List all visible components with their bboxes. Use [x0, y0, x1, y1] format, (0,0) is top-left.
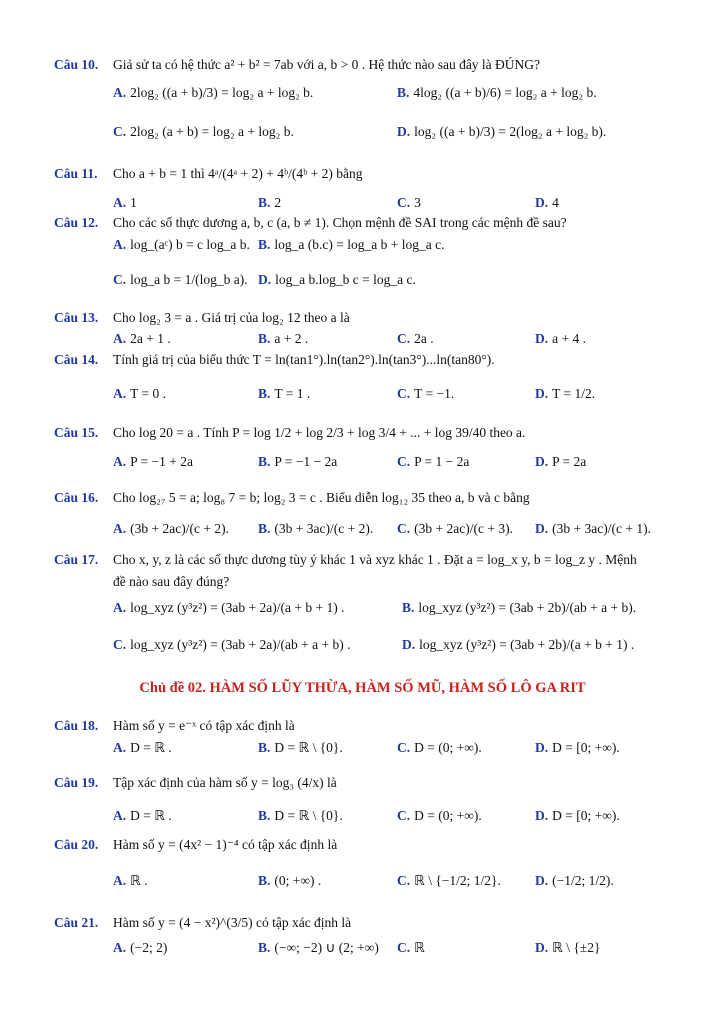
answer-option[interactable] [258, 940, 379, 956]
answer-option[interactable] [113, 600, 344, 616]
option-text: (3b + 3ac)/(c + 2). [274, 521, 374, 536]
option-text: (3b + 3ac)/(c + 1). [552, 521, 651, 536]
option-text: 1 [130, 195, 137, 210]
answer-option[interactable] [535, 386, 595, 402]
answer-option[interactable] [113, 237, 250, 253]
option-label: A. [113, 808, 127, 823]
answer-option[interactable] [113, 521, 229, 537]
option-text: 2log₂ (a + b) = log₂ a + log₂ b. [130, 124, 294, 139]
option-text: P = −1 + 2a [130, 454, 193, 469]
option-label: B. [258, 454, 271, 469]
answer-option[interactable] [113, 386, 166, 402]
option-text: 2a . [414, 331, 434, 346]
answer-option[interactable] [258, 808, 343, 824]
answer-option[interactable] [258, 237, 444, 253]
answer-option[interactable] [113, 272, 248, 288]
option-label: D. [535, 195, 549, 210]
option-label: C. [397, 195, 411, 210]
question-stem: Cho log₂₇ 5 = a; log₈ 7 = b; log₂ 3 = c . Biểu diễn log₁₂ 35 theo a, b và c bằng [113, 490, 530, 505]
option-text: ℝ . [130, 873, 148, 888]
option-text: (−1/2; 1/2). [552, 873, 614, 888]
option-text: 2log₂ ((a + b)/3) = log₂ a + log₂ b. [130, 85, 314, 100]
answer-option[interactable] [535, 740, 620, 756]
answer-option[interactable] [113, 124, 294, 140]
option-label: B. [258, 521, 271, 536]
answer-option[interactable] [258, 386, 310, 402]
option-label: A. [113, 195, 127, 210]
option-label: A. [113, 740, 127, 755]
option-label: D. [535, 808, 549, 823]
option-text: (0; +∞) . [274, 873, 322, 888]
answer-option[interactable] [113, 454, 193, 470]
option-text: log_(aᶜ) b = c log_a b. [130, 237, 250, 252]
answer-option[interactable] [402, 600, 636, 616]
question-number: Câu 12. [54, 215, 99, 230]
option-text: D = ℝ \ {0}. [274, 740, 343, 755]
option-label: A. [113, 237, 127, 252]
answer-option[interactable] [258, 331, 308, 347]
answer-option[interactable] [397, 740, 482, 756]
question-stem: Cho x, y, z là các số thực dương tùy ý khác 1 và xyz khác 1 . Đặt a = log_x y, b = log_z y . Mệnh [113, 552, 637, 567]
option-text: (−2; 2) [130, 940, 168, 955]
answer-option[interactable] [258, 454, 337, 470]
option-text: 2a + 1 . [130, 331, 171, 346]
option-label: C. [113, 637, 127, 652]
option-text: log_xyz (y³z²) = (3ab + 2a)/(a + b + 1) . [130, 600, 345, 615]
option-text: 4 [552, 195, 559, 210]
option-label: B. [258, 237, 271, 252]
option-text: log_a b = 1/(log_b a). [130, 272, 248, 287]
answer-option[interactable] [113, 940, 167, 956]
answer-option[interactable] [258, 272, 416, 288]
option-text: P = −1 − 2a [274, 454, 338, 469]
option-text: P = 2a [552, 454, 587, 469]
answer-option[interactable] [535, 521, 651, 537]
option-text: D = ℝ . [130, 740, 172, 755]
question-stem: Hàm số y = (4x² − 1)⁻⁴ có tập xác định là [113, 837, 338, 852]
answer-option[interactable] [113, 873, 148, 889]
answer-option[interactable] [397, 873, 501, 889]
option-text: a + 2 . [274, 331, 309, 346]
question-number: Câu 21. [54, 915, 99, 930]
option-label: B. [258, 740, 271, 755]
question-number: Câu 10. [54, 57, 99, 72]
option-label: D. [535, 940, 549, 955]
option-label: C. [397, 454, 411, 469]
option-label: B. [258, 940, 271, 955]
answer-option[interactable] [258, 195, 281, 211]
option-label: C. [113, 272, 127, 287]
option-label: D. [402, 637, 416, 652]
option-label: A. [113, 521, 127, 536]
option-text: T = 1/2. [552, 386, 596, 401]
option-label: A. [113, 331, 127, 346]
question-number: Câu 17. [54, 552, 99, 567]
option-label: B. [258, 386, 271, 401]
option-text: log₂ ((a + b)/3) = 2(log₂ a + log₂ b). [414, 124, 607, 139]
answer-option[interactable] [258, 740, 343, 756]
option-text: (−∞; −2) ∪ (2; +∞) [274, 940, 379, 955]
option-label: D. [535, 521, 549, 536]
answer-option[interactable] [397, 808, 482, 824]
question-number: Câu 20. [54, 837, 99, 852]
answer-option[interactable] [397, 454, 469, 470]
option-label: D. [258, 272, 272, 287]
option-text: log_xyz (y³z²) = (3ab + 2a)/(ab + a + b) . [130, 637, 351, 652]
answer-option[interactable] [535, 808, 620, 824]
option-label: D. [535, 331, 549, 346]
answer-option[interactable] [258, 873, 321, 889]
option-text: P = 1 − 2a [414, 454, 470, 469]
option-text: ℝ \ {±2} [552, 940, 601, 955]
answer-option[interactable] [113, 740, 172, 756]
option-label: C. [113, 124, 127, 139]
option-text: log_a b.log_b c = log_a c. [275, 272, 416, 287]
question-stem-continued: đề nào sau đây đúng? [113, 574, 230, 589]
option-label: A. [113, 454, 127, 469]
option-text: D = (0; +∞). [414, 740, 482, 755]
option-label: D. [535, 386, 549, 401]
answer-option[interactable] [113, 85, 313, 101]
option-text: log_a (b.c) = log_a b + log_a c. [274, 237, 445, 252]
question-stem: Hàm số y = (4 − x²)^(3/5) có tập xác định là [113, 915, 352, 930]
option-label: D. [535, 873, 549, 888]
answer-option[interactable] [113, 331, 171, 347]
answer-option[interactable] [535, 195, 559, 211]
option-label: C. [397, 521, 411, 536]
topic-heading: Chủ đề 02. HÀM SỐ LŨY THỪA, HÀM SỐ MŨ, HÀM SỐ LÔ GA RIT [139, 680, 586, 696]
answer-option[interactable] [402, 637, 634, 653]
option-label: C. [397, 331, 411, 346]
option-label: D. [397, 124, 411, 139]
question-stem: Tính giá trị của biểu thức T = ln(tan1°).ln(tan2°).ln(tan3°)...ln(tan80°). [113, 352, 495, 367]
answer-option[interactable] [535, 940, 600, 956]
answer-option[interactable] [113, 808, 172, 824]
question-number: Câu 16. [54, 490, 99, 505]
option-text: (3b + 2ac)/(c + 2). [130, 521, 229, 536]
option-text: D = ℝ \ {0}. [274, 808, 343, 823]
option-text: D = ℝ . [130, 808, 172, 823]
option-label: C. [397, 740, 411, 755]
option-label: D. [535, 454, 549, 469]
answer-option[interactable] [397, 195, 421, 211]
answer-option[interactable] [397, 386, 454, 402]
option-label: A. [113, 873, 127, 888]
option-text: T = 0 . [130, 386, 166, 401]
question-number: Câu 14. [54, 352, 99, 367]
option-text: 3 [414, 195, 421, 210]
option-label: B. [258, 873, 271, 888]
question-stem: Cho a + b = 1 thì 4ᵃ/(4ᵃ + 2) + 4ᵇ/(4ᵇ + 2) bằng [113, 166, 363, 181]
option-label: B. [397, 85, 410, 100]
answer-option[interactable] [258, 521, 373, 537]
question-stem: Cho các số thực dương a, b, c (a, b ≠ 1). Chọn mệnh đề SAI trong các mệnh đề sau? [113, 215, 567, 230]
answer-option[interactable] [397, 940, 425, 956]
option-text: D = [0; +∞). [552, 740, 620, 755]
question-stem: Giả sử ta có hệ thức a² + b² = 7ab với a, b > 0 . Hệ thức nào sau đây là ĐÚNG? [113, 57, 541, 72]
question-number: Câu 19. [54, 775, 99, 790]
option-label: A. [113, 940, 127, 955]
option-label: C. [397, 873, 411, 888]
answer-option[interactable] [113, 195, 137, 211]
option-text: ℝ \ {−1/2; 1/2}. [414, 873, 501, 888]
question-number: Câu 18. [54, 718, 99, 733]
option-text: ℝ [414, 940, 425, 955]
option-text: a + 4 . [552, 331, 586, 346]
question-number: Câu 15. [54, 425, 99, 440]
option-text: T = −1. [414, 386, 455, 401]
answer-option[interactable] [397, 331, 434, 347]
option-text: 2 [274, 195, 282, 210]
option-label: C. [397, 808, 411, 823]
option-label: B. [258, 195, 271, 210]
answer-option[interactable] [113, 637, 350, 653]
option-label: A. [113, 85, 127, 100]
option-text: 4log₂ ((a + b)/6) = log₂ a + log₂ b. [413, 85, 597, 100]
option-text: D = (0; +∞). [414, 808, 482, 823]
option-label: C. [397, 386, 411, 401]
option-label: B. [402, 600, 415, 615]
answer-option[interactable] [535, 331, 586, 347]
question-stem: Hàm số y = e⁻ˣ có tập xác định là [113, 718, 295, 733]
option-label: D. [535, 740, 549, 755]
option-text: log_xyz (y³z²) = (3ab + 2b)/(a + b + 1) . [419, 637, 635, 652]
option-label: A. [113, 386, 127, 401]
question-number: Câu 11. [54, 166, 98, 181]
option-text: T = 1 . [274, 386, 311, 401]
option-label: A. [113, 600, 127, 615]
answer-option[interactable] [535, 873, 614, 889]
question-stem: Cho log 20 = a . Tính P = log 1/2 + log 2/3 + log 3/4 + ... + log 39/40 theo a. [113, 425, 526, 440]
answer-option[interactable] [535, 454, 586, 470]
option-label: B. [258, 331, 271, 346]
question-number: Câu 13. [54, 310, 99, 325]
answer-option[interactable] [397, 521, 513, 537]
answer-option[interactable] [397, 124, 606, 140]
option-text: (3b + 2ac)/(c + 3). [414, 521, 513, 536]
question-stem: Cho log₂ 3 = a . Giá trị của log₂ 12 theo a là [113, 310, 350, 325]
option-text: log_xyz (y³z²) = (3ab + 2b)/(ab + a + b). [418, 600, 637, 615]
option-label: B. [258, 808, 271, 823]
option-label: C. [397, 940, 411, 955]
option-text: D = [0; +∞). [552, 808, 620, 823]
answer-option[interactable] [397, 85, 597, 101]
question-stem: Tập xác định của hàm số y = log₃ (4/x) là [113, 775, 337, 790]
